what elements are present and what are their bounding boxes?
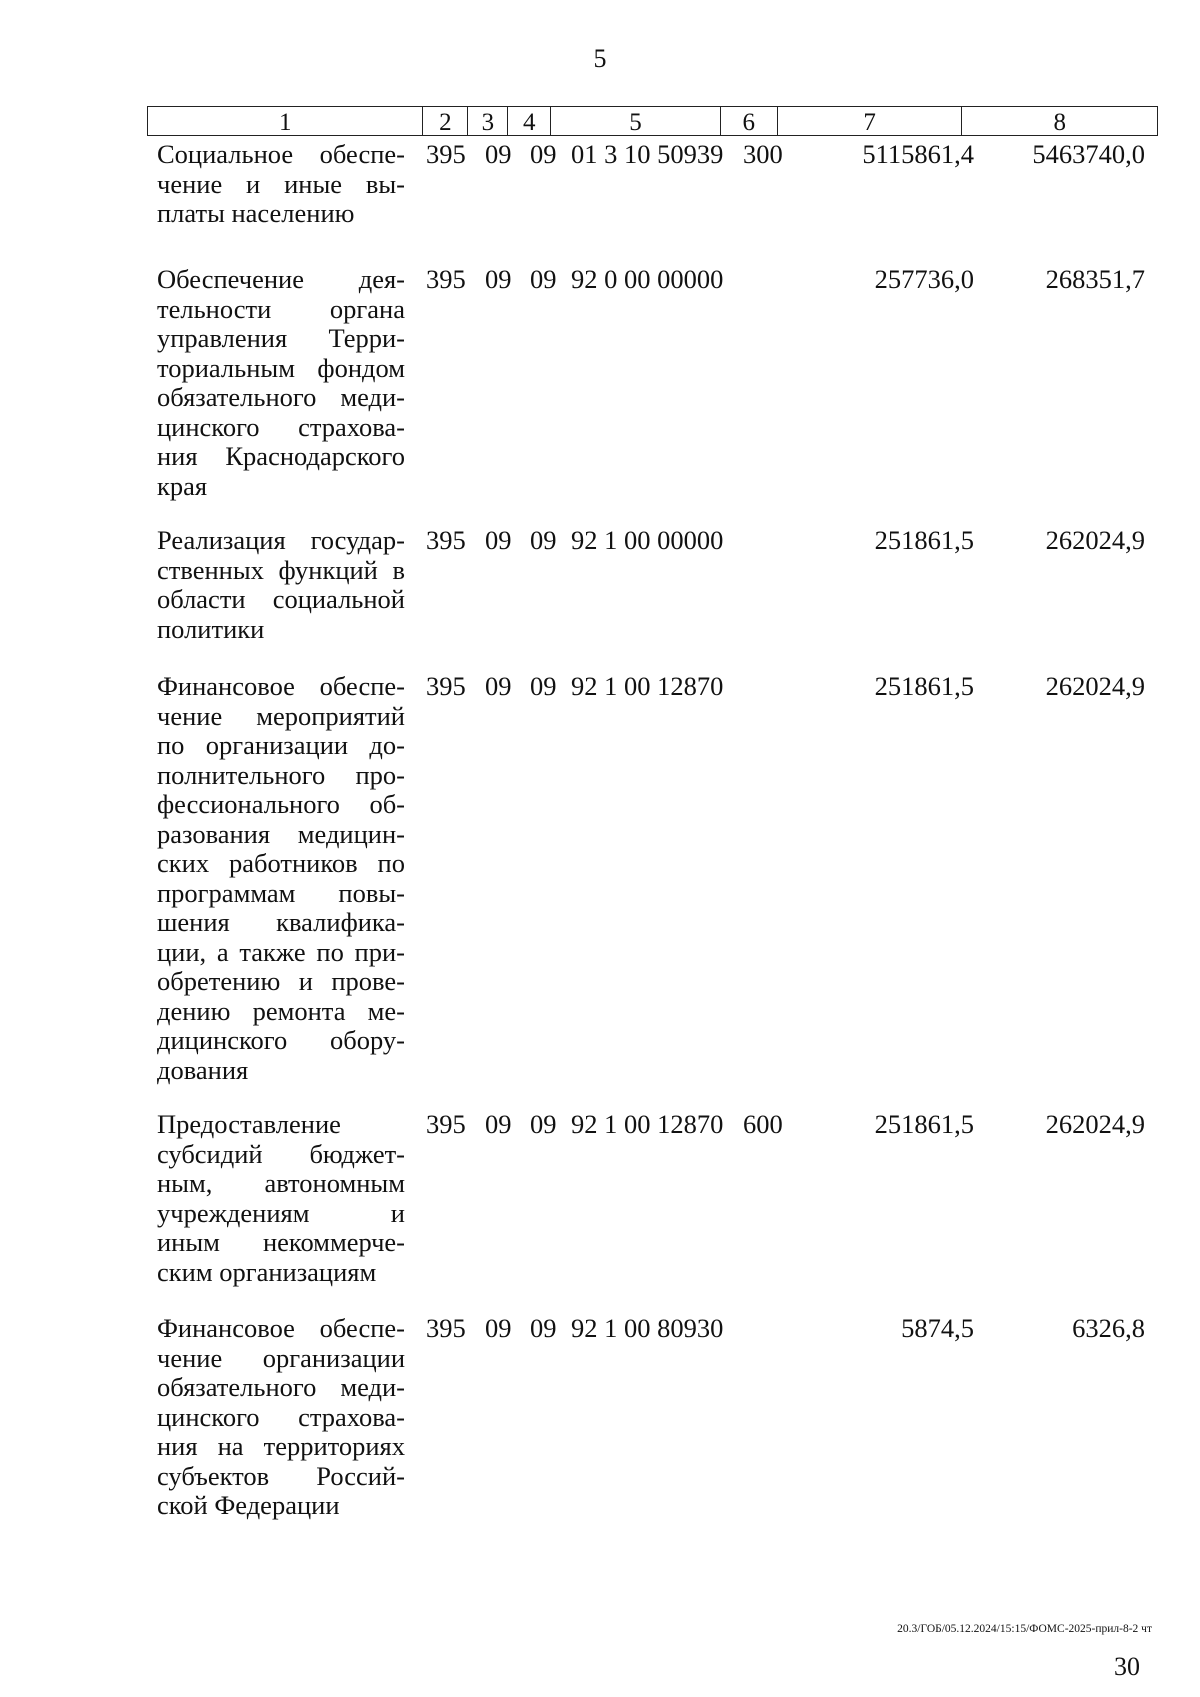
ministry-code: 395	[426, 1109, 466, 1139]
section-code: 09	[485, 1109, 512, 1139]
row-name-line: ции, а также по при-	[157, 936, 405, 967]
header-cell-7: 7	[778, 107, 963, 135]
row-name-line: ния Краснодарского	[157, 441, 405, 471]
amount-col-7: 257736,0	[874, 264, 974, 294]
subsection-code: 09	[530, 671, 557, 701]
row-name-line: разования медицин-	[157, 818, 405, 849]
row-name	[157, 140, 405, 229]
target-article-code: 92 1 00 12870	[571, 1109, 724, 1139]
row-name-line: шения квалифика-	[157, 907, 405, 937]
row-name	[157, 265, 405, 501]
row-name-line: программам повы-	[157, 877, 405, 908]
header-cell-8: 8	[1053, 109, 1066, 136]
subsection-code: 09	[530, 264, 557, 294]
subsection-code: 09	[530, 139, 557, 169]
row-name-line: политики	[157, 613, 265, 644]
row-name-line: Обеспечение дея-	[157, 264, 405, 294]
row-name-line: Предоставление	[157, 1109, 341, 1139]
amount-col-7: 5874,5	[901, 1313, 974, 1343]
header-cell-5: 5	[551, 107, 721, 135]
document-footer-code: 20.3/ГОБ/05.12.2024/15:15/ФОМС-2025-прил-8-2 чт	[897, 1623, 1152, 1635]
section-code: 09	[485, 671, 512, 701]
section-code: 09	[485, 525, 512, 555]
row-name-line: Социальное обеспе-	[157, 139, 405, 169]
row-name	[157, 1110, 405, 1287]
ministry-code: 395	[426, 139, 466, 169]
target-article-code: 01 3 10 50939	[571, 139, 724, 169]
header-cell-2: 2	[423, 107, 468, 135]
sheet-number: 30	[1114, 1652, 1140, 1681]
row-name-line: дицинского обору-	[157, 1025, 405, 1055]
amount-col-7: 251861,5	[874, 1109, 974, 1139]
row-name-line: субъектов Россий-	[157, 1460, 405, 1491]
column-header-row	[147, 106, 1158, 136]
header-cell-1: 1	[148, 107, 423, 135]
amount-col-7: 5115861,4	[862, 139, 974, 169]
row-name-line: тельности органа	[157, 293, 405, 324]
row-name-line: ственных функций в	[157, 554, 405, 585]
row-name-line: ским организациям	[157, 1256, 377, 1287]
row-name-line: обретению и прове-	[157, 966, 405, 996]
ministry-code: 395	[426, 671, 466, 701]
row-name-line: платы населению	[157, 198, 355, 228]
row-name-line: обязательного меди-	[157, 382, 405, 412]
row-name-line: обязательного меди-	[157, 1372, 405, 1402]
row-name-line: ториальным фондом	[157, 352, 405, 383]
ministry-code: 395	[426, 1313, 466, 1343]
target-article-code: 92 0 00 00000	[571, 264, 724, 294]
row-name-line: Реализация государ-	[157, 525, 405, 555]
amount-col-8: 262024,9	[1045, 525, 1145, 555]
target-article-code: 92 1 00 00000	[571, 525, 724, 555]
row-name-line: области социальной	[157, 584, 405, 614]
subsection-code: 09	[530, 1313, 557, 1343]
row-name-line: чение мероприятий	[157, 700, 405, 731]
amount-col-8: 268351,7	[1045, 264, 1145, 294]
row-name-line: дования	[157, 1054, 249, 1085]
amount-col-7: 251861,5	[874, 671, 974, 701]
amount-col-7: 251861,5	[874, 525, 974, 555]
amount-col-8: 6326,8	[1072, 1313, 1145, 1343]
row-name	[157, 526, 405, 644]
row-name-line: края	[157, 470, 208, 501]
section-code: 09	[485, 1313, 512, 1343]
page-number: 5	[593, 44, 607, 73]
row-name-line: Финансовое обеспе-	[157, 671, 405, 701]
row-name-line: Финансовое обеспе-	[157, 1313, 405, 1343]
amount-col-8: 262024,9	[1045, 671, 1145, 701]
row-name-line: фессионального об-	[157, 789, 405, 819]
ministry-code: 395	[426, 525, 466, 555]
amount-col-8: 5463740,0	[1032, 139, 1145, 169]
row-name-line: учреждениям и	[157, 1197, 405, 1228]
row-name-line: ным, автономным	[157, 1168, 405, 1198]
row-name-line: иным некоммерче-	[157, 1227, 405, 1257]
amount-col-8: 262024,9	[1045, 1109, 1145, 1139]
section-code: 09	[485, 264, 512, 294]
expense-type-code: 300	[743, 139, 783, 169]
subsection-code: 09	[530, 1109, 557, 1139]
row-name-line: ских работников по	[157, 848, 405, 878]
row-name-line: цинского страхова-	[157, 1401, 405, 1432]
target-article-code: 92 1 00 80930	[571, 1313, 724, 1343]
row-name-line: субсидий бюджет-	[157, 1138, 405, 1169]
header-cell-4: 4	[508, 107, 551, 135]
row-name-line: по организации до-	[157, 730, 405, 760]
header-cell-6: 6	[721, 107, 778, 135]
row-name-line: чение организации	[157, 1342, 405, 1373]
row-name-line: ской Федерации	[157, 1490, 340, 1520]
row-name	[157, 1314, 405, 1521]
row-name-line: управления Терри-	[157, 323, 405, 353]
header-cell-3: 3	[468, 107, 508, 135]
row-name-line: ния на территориях	[157, 1431, 405, 1461]
row-name-line: дению ремонта ме-	[157, 995, 405, 1026]
row-name-line: полнительного про-	[157, 759, 405, 790]
ministry-code: 395	[426, 264, 466, 294]
target-article-code: 92 1 00 12870	[571, 671, 724, 701]
row-name-line: цинского страхова-	[157, 411, 405, 442]
row-name-line: чение и иные вы-	[157, 168, 405, 199]
section-code: 09	[485, 139, 512, 169]
subsection-code: 09	[530, 525, 557, 555]
row-name	[157, 672, 405, 1085]
expense-type-code: 600	[743, 1109, 783, 1139]
